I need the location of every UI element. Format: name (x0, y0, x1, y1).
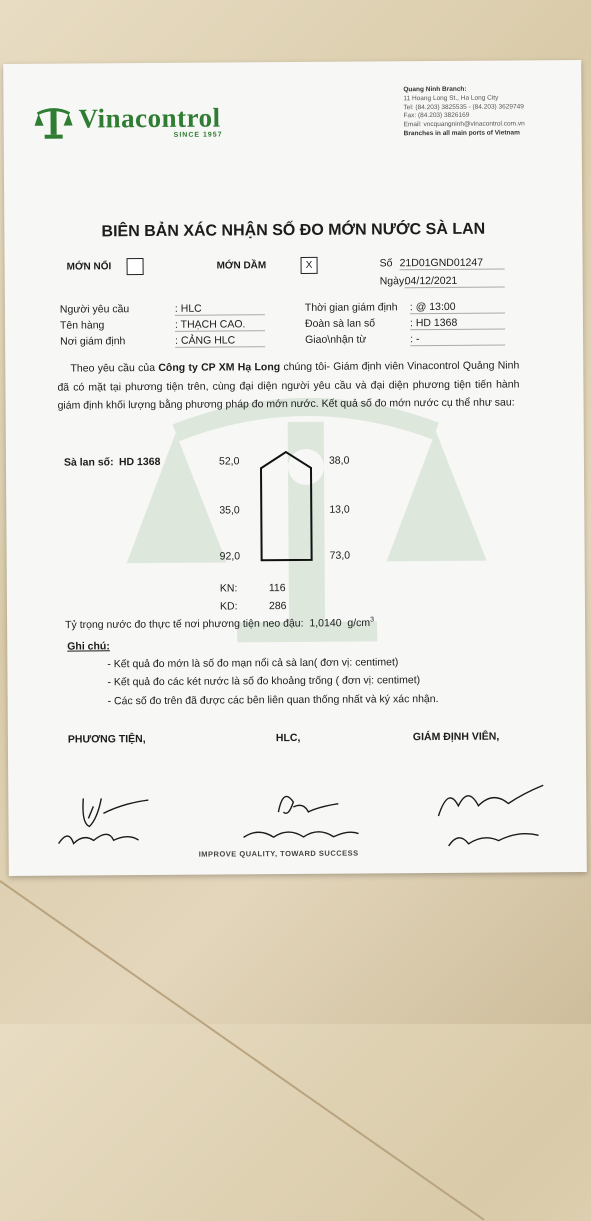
density-label: Tỷ trọng nước đo thực tế nơi phương tiện neo đậu: (65, 617, 304, 632)
sign-inspector-heading: GIÁM ĐỊNH VIÊN, (412, 730, 500, 744)
vehicle-signature (53, 788, 173, 854)
draft-left-stern: 92,0 (219, 550, 241, 563)
density-line (65, 616, 374, 631)
draft-right-mid: 13,0 (329, 503, 350, 516)
field-label-giao-nhan: Giao\nhận từ (305, 333, 367, 346)
mon-noi-label: MỚN NỔI (66, 261, 112, 273)
note-item-2: - Kết quả đo các két nước là số đo khoảng trống ( đơn vị: centimet) (107, 674, 421, 689)
field-label-doan-sa-lan: Đoàn sà lan số (304, 317, 376, 330)
draft-left-bow: 52,0 (218, 455, 240, 468)
kd-value: 286 (268, 600, 287, 613)
sign-hlc-heading: HLC, (275, 731, 301, 745)
document-page (3, 60, 587, 876)
ngay-value: 04/12/2021 (405, 275, 505, 289)
note-item-3: - Các số đo trên đã được các bên liên quan thống nhất và ký xác nhận. (107, 693, 439, 708)
kn-value: 116 (268, 582, 286, 595)
branch-fax: Fax: (84.203) 3826169 (403, 112, 470, 120)
floor-tile-line (0, 880, 485, 1221)
barge-number: HD 1368 (118, 455, 161, 469)
note-item-1: - Kết quả đo mớn là số đo mạn nổi cả sà lan( đơn vị: centimet) (107, 656, 399, 671)
branch-name: Quang Ninh Branch: (403, 85, 467, 94)
company-name: Công ty CP XM Hạ Long (158, 361, 281, 374)
field-label-nguoi-yeu-cau: Người yêu cầu (59, 303, 130, 316)
field-value-giao-nhan: : - (410, 333, 505, 347)
field-value-doan-sa-lan: : HD 1368 (410, 317, 505, 331)
so-value: 21D01GND01247 (400, 257, 505, 271)
hlc-signature (238, 781, 368, 852)
intro-text-after: chúng tôi- Giám định viên Vinacontrol Quảng Ninh đã có mặt tại phương tiện trên, cùng đại diện người yêu cầu và đại diện phương tiện tiến hành giám định khối lượng bằng phương pháp đo mớn nước. Kết quả số đo mớn nước cụ thể như sau: (57, 359, 520, 412)
mon-noi-checkbox (127, 258, 144, 275)
barge-outline-diagram (256, 450, 327, 565)
kd-label: KD: (219, 600, 238, 613)
field-value-ten-hang: : THẠCH CAO. (175, 318, 265, 332)
branch-address: 11 Hoang Long St., Ha Long City (403, 94, 499, 103)
field-value-noi-giam-dinh: : CẢNG HLC (175, 334, 265, 348)
vinacontrol-logo-icon (33, 102, 73, 142)
notes-heading: Ghi chú: (67, 640, 110, 653)
mon-dam-label: MỚN DẦM (216, 260, 267, 272)
logo-since: SINCE 1957 (173, 131, 223, 139)
mon-dam-checkbox: X (301, 257, 318, 274)
draft-right-bow: 38,0 (328, 454, 350, 467)
field-value-thoi-gian: : @ 13:00 (410, 301, 505, 315)
branch-ports: Branches in all main ports of Vietnam (403, 129, 520, 138)
density-unit: g/cm (347, 616, 371, 630)
so-label: Số (379, 257, 393, 270)
barge-label: Sà lan số: (63, 456, 114, 469)
sign-vehicle-heading: PHƯƠNG TIỆN, (67, 733, 146, 746)
branch-tel: Tel: (84.203) 3825535 - (84.203) 3629749 (403, 102, 524, 111)
density-unit-sup: 3 (370, 616, 375, 624)
field-label-noi-giam-dinh: Nơi giám định (60, 335, 126, 348)
intro-paragraph (57, 356, 519, 415)
kn-label: KN: (219, 582, 238, 595)
branch-info (403, 85, 525, 139)
field-label-thoi-gian: Thời gian giám định (304, 301, 398, 314)
draft-right-stern: 73,0 (329, 549, 351, 562)
ngay-label: Ngày: (379, 275, 408, 288)
field-label-ten-hang: Tên hàng (59, 319, 105, 332)
draft-left-mid: 35,0 (219, 504, 240, 517)
document-title: BIÊN BẢN XÁC NHẬN SỐ ĐO MỚN NƯỚC SÀ LAN (101, 220, 486, 241)
branch-email: Email: vncquangninh@vinacontrol.com.vn (403, 120, 525, 129)
density-value: 1,0140 (309, 617, 342, 630)
logo-wordmark: Vinacontrol (78, 102, 221, 134)
inspector-signature (418, 775, 559, 851)
intro-text-before: Theo yêu cầu của (70, 361, 159, 375)
field-value-nguoi-yeu-cau: : HLC (175, 302, 265, 316)
footer-slogan: IMPROVE QUALITY, TOWARD SUCCESS (198, 848, 359, 859)
